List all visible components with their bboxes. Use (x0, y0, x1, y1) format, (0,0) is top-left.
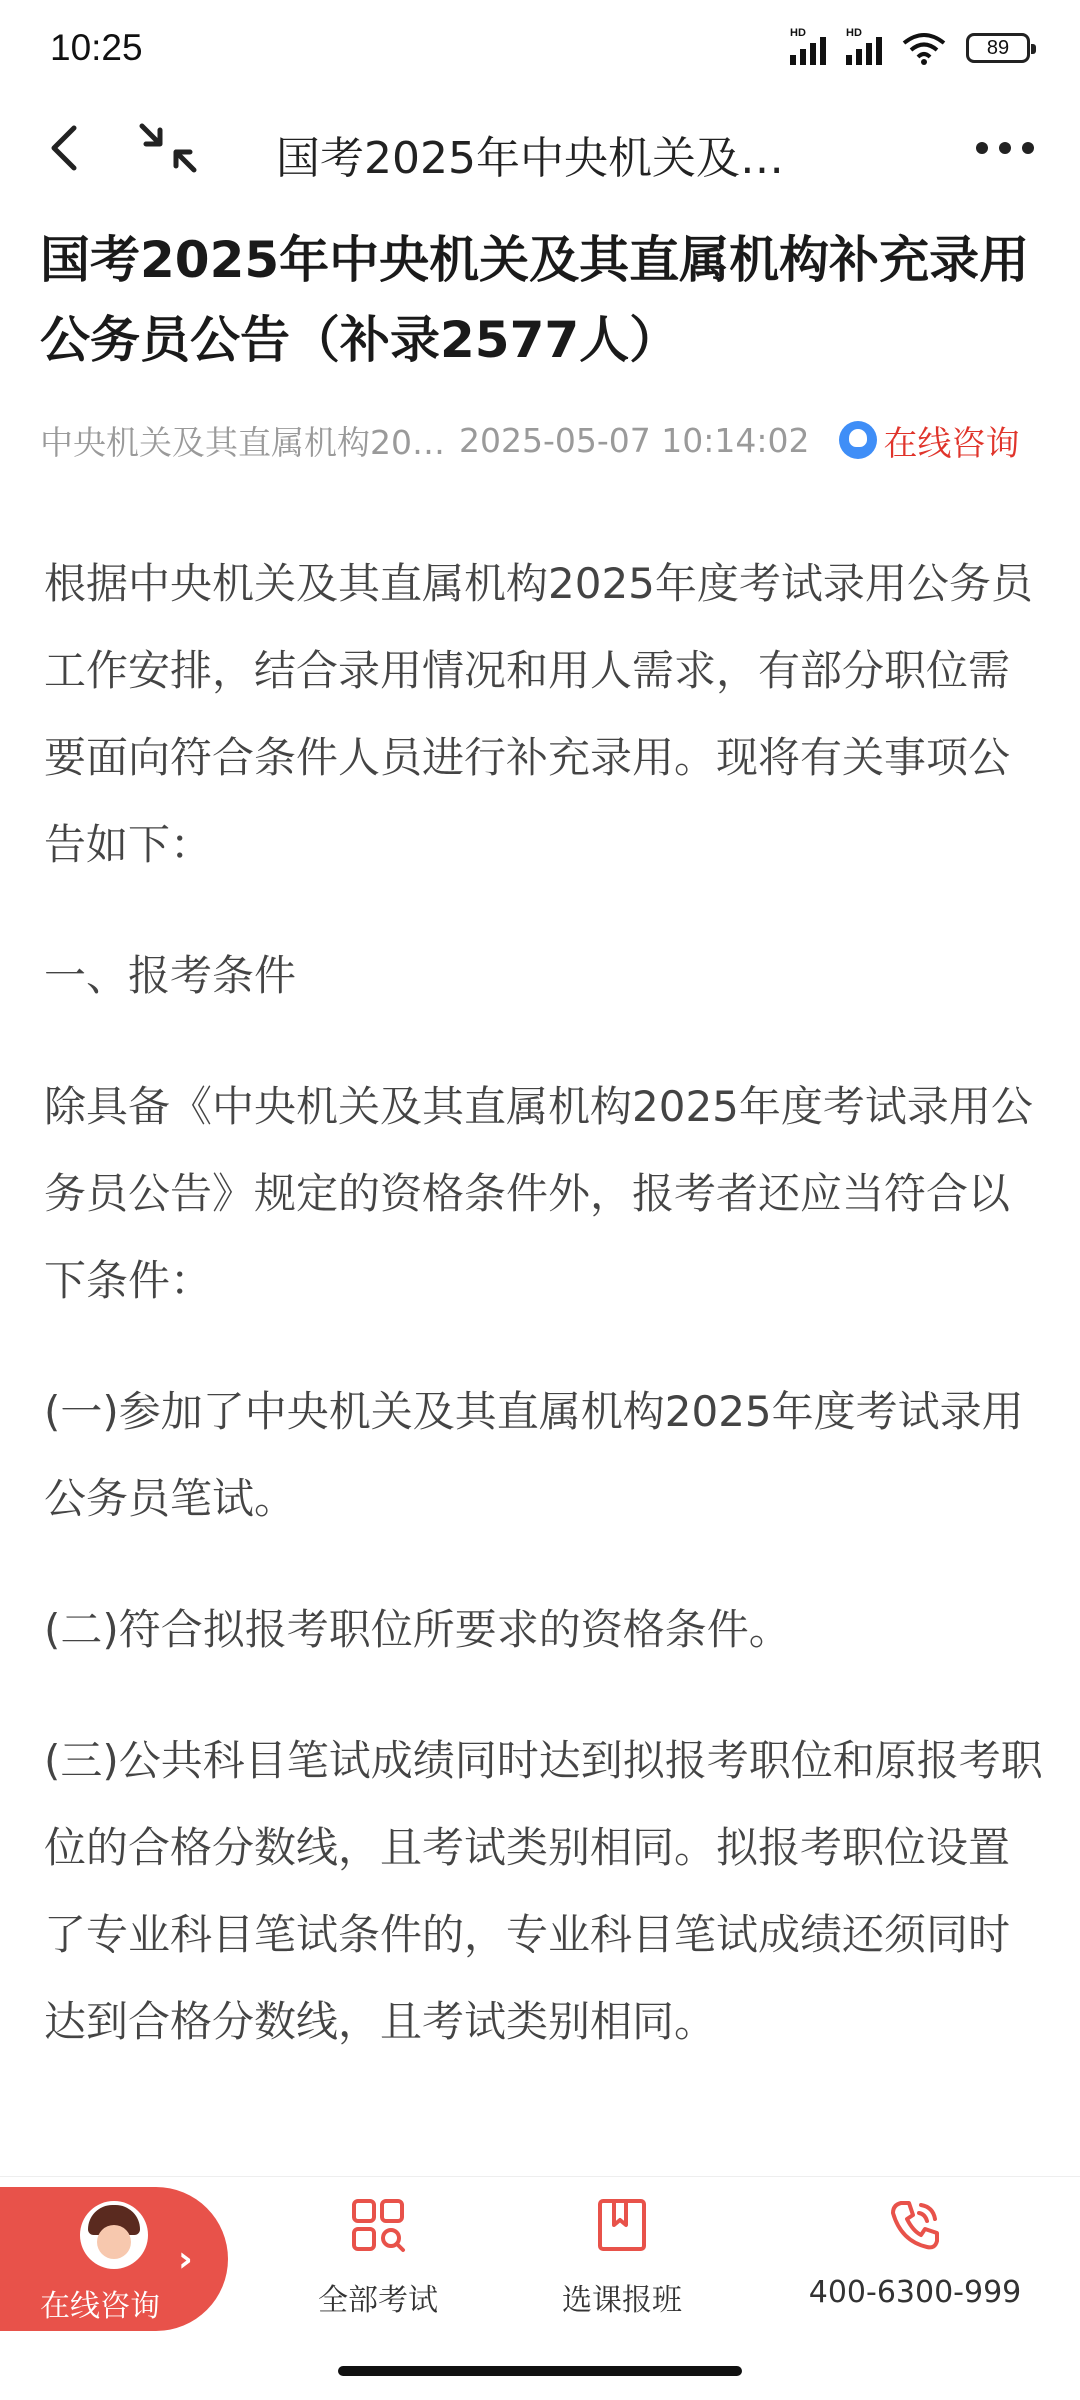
wifi-icon (902, 31, 946, 65)
article-title: 国考2025年中央机关及其直属机构补充录用公务员公告（补录2577人） (40, 231, 1030, 369)
section-heading: 一、报考条件 (44, 951, 297, 1000)
back-arrow-icon[interactable] (40, 120, 96, 176)
online-consult-tab[interactable] (0, 2187, 228, 2331)
hd-label-2: HD (846, 27, 862, 39)
paragraph: (二)符合拟报考职位所要求的资格条件。 (44, 1605, 791, 1654)
more-icon[interactable] (970, 120, 1040, 176)
tab-course-signup-label: 选课报班 (562, 2283, 682, 2318)
online-consult-link[interactable] (839, 416, 1019, 465)
home-indicator[interactable] (338, 2366, 742, 2376)
signal-icon-2 (846, 27, 882, 65)
article-meta (40, 410, 1050, 470)
hd-label: HD (790, 27, 806, 39)
battery-icon (966, 33, 1030, 63)
consultant-avatar-icon (80, 2201, 148, 2269)
phone-icon (887, 2197, 943, 2253)
signal-icon (790, 27, 826, 65)
paragraph: 除具备《中央机关及其直属机构2025年度考试录用公务员公告》规定的资格条件外，报考者还应当符合以下条件： (44, 1082, 1033, 1305)
paragraph: (一)参加了中央机关及其直属机构2025年度考试录用公务员笔试。 (44, 1387, 1024, 1523)
minimize-icon[interactable] (136, 116, 200, 180)
status-bar (0, 0, 1080, 96)
paragraph: (三)公共科目笔试成绩同时达到拟报考职位和原报考职位的合格分数线，且考试类别相同。拟报考职位设置了专业科目笔试条件的，专业科目笔试成绩还须同时达到合格分数线，且考试类别相同。 (44, 1736, 1043, 2046)
bottom-tab-bar (0, 2176, 1080, 2326)
article-source: 中央机关及其直属机构20… (40, 422, 445, 462)
grid-icon (350, 2197, 406, 2253)
article-datetime: 2025-05-07 10:14:02 (459, 420, 810, 460)
online-consult-label: 在线咨询 (883, 423, 1020, 464)
tab-all-exams[interactable] (278, 2197, 478, 2327)
paragraph: 根据中央机关及其直属机构2025年度考试录用公务员工作安排，结合录用情况和用人需求，有部分职位需要面向符合条件人员进行补充录用。现将有关事项公告如下： (44, 559, 1033, 869)
chat-bubble-icon (839, 421, 877, 459)
consult-tab-label: 在线咨询 (40, 2289, 160, 2324)
article-body (44, 540, 1044, 2109)
status-time: 10:25 (50, 27, 143, 68)
status-icons (790, 27, 1030, 65)
tab-phone-label: 400-6300-999 (808, 2275, 1022, 2310)
tab-phone[interactable] (800, 2197, 1030, 2327)
book-icon (594, 2197, 650, 2253)
tab-all-exams-label: 全部考试 (318, 2283, 438, 2318)
tab-course-signup[interactable] (522, 2197, 722, 2327)
nav-bar (0, 96, 1080, 200)
battery-level: 89 (986, 36, 1010, 59)
chevron-right-icon: › (178, 2239, 193, 2280)
nav-title: 国考2025年中央机关及… (276, 133, 784, 184)
